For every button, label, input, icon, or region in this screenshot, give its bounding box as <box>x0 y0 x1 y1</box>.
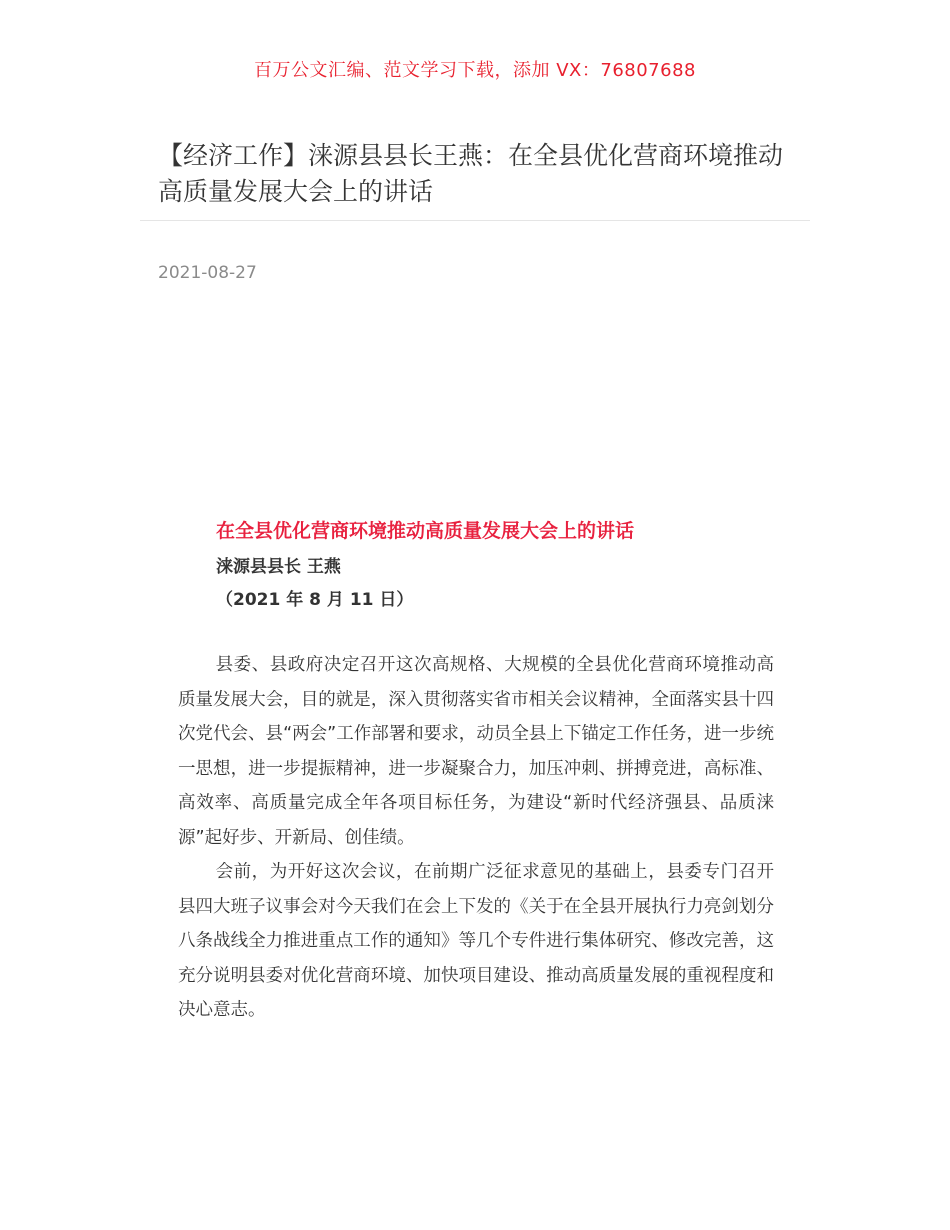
body-paragraph: 会前，为开好这次会议，在前期广泛征求意见的基础上，县委专门召开县四大班子议事会对今天我们在会上下发的《关于在全县开展执行力亮剑划分八条战线全力推进重点工作的通知》等几个专件进行集体研究、修改完善，这充分说明县委对优化营商环境、加快项目建设、推动高质量发展的重视程度和决心意志。 <box>178 862 774 1020</box>
promo-banner: 百万公文汇编、范文学习下载，添加 VX：76807688 <box>254 60 696 81</box>
speech-date: （2021 年 8 月 11 日） <box>216 590 414 610</box>
article-body <box>178 648 774 1028</box>
body-paragraph: 县委、县政府决定召开这次高规格、大规模的全县优化营商环境推动高质量发展大会，目的就是，深入贯彻落实省市相关会议精神，全面落实县十四次党代会、县“两会”工作部署和要求，动员全县上下锚定工作任务，进一步统一思想，进一步提振精神，进一步凝聚合力，加压冲刺、拼搏竞进，高标准、高效率、高质量完成全年各项目标任务，为建设“新时代经济强县、品质涞源”起好步、开新局、创佳绩。 <box>178 655 774 848</box>
article-title: 【经济工作】涞源县县长王燕：在全县优化营商环境推动高质量发展大会上的讲话 <box>158 141 784 206</box>
speech-title: 在全县优化营商环境推动高质量发展大会上的讲话 <box>216 520 635 542</box>
speaker-line: 涞源县县长 王燕 <box>216 557 341 577</box>
title-divider <box>140 220 810 221</box>
publish-date: 2021-08-27 <box>158 263 257 283</box>
